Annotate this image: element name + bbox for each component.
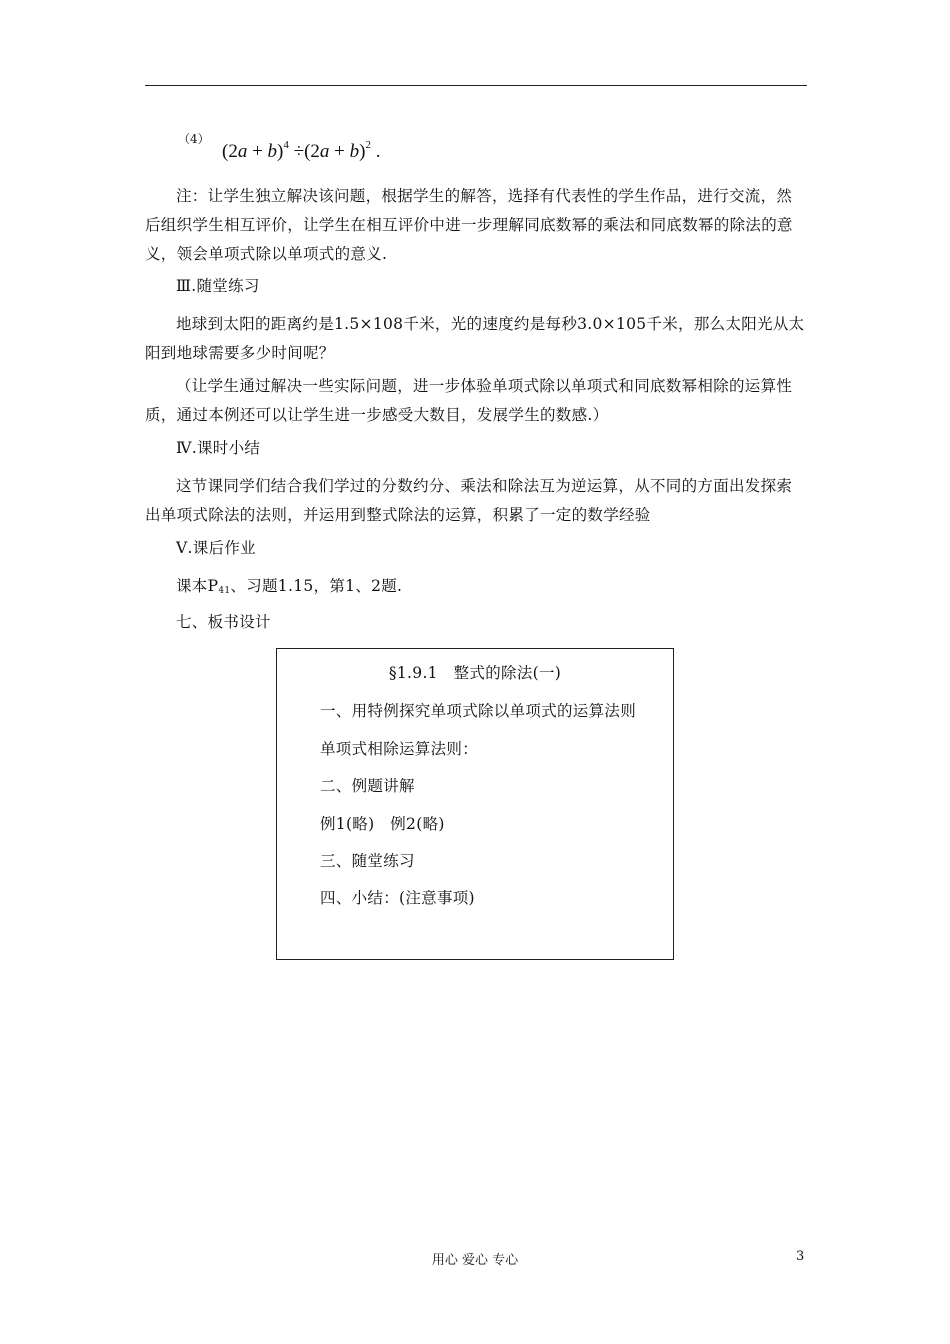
board-title: §1.9.1 整式的除法(一) [388,664,562,682]
board-line: 二、例题讲解 [320,777,415,795]
formula-var-b: b [349,141,360,162]
board-line: 单项式相除运算法则： [320,740,479,758]
formula-plus: + [329,141,350,162]
formula-exponent: 4 [283,139,289,151]
homework-page-subscript: 41 [218,586,231,596]
formula-var-a: a [319,141,330,162]
homework-paragraph [145,572,807,606]
homework-text: 、习题1.15，第1、2题. [230,577,403,595]
board-line: 三、随堂练习 [320,852,415,870]
formula-divide: ÷ [288,141,305,162]
formula-paren: (2 [222,141,238,162]
formula-exponent: 2 [365,139,371,151]
formula-var-b: b [267,141,278,162]
formula-number: （4） [178,132,210,146]
section-3-heading: Ⅲ.随堂练习 [176,277,260,295]
board-line: 一、用特例探究单项式除以单项式的运算法则 [320,702,637,720]
problem-paragraph: 地球到太阳的距离约是1.5×108千米，光的速度约是每秒3.0×105千米，那么太阳光从太阳到地球需要多少时间呢？ [145,315,805,362]
board-line: 四、小结：(注意事项) [320,889,475,907]
board-line: 例1(略) 例2(略) [320,815,445,833]
note-paragraph: 注：让学生独立解决该问题，根据学生的解答，选择有代表性的学生作品，进行交流，然后组织学生相互评价，让学生在相互评价中进一步理解同底数幂的乘法和同底数幂的除法的意义，领会单项式除以单项式的意义. [145,187,793,263]
formula-expression [222,139,380,163]
formula-end: . [370,141,381,162]
formula-paren: (2 [304,141,320,162]
summary-paragraph: 这节课同学们结合我们学过的分数约分、乘法和除法互为逆运算，从不同的方面出发探索出单项式除法的法则，并运用到整式除法的运算，积累了一定的数学经验 [145,477,793,524]
section-4-heading: Ⅳ.课时小结 [176,439,261,457]
formula-plus: + [247,141,268,162]
remark-paragraph: （让学生通过解决一些实际问题，进一步体验单项式除以单项式和同底数幂相除的运算性质，通过本例还可以让学生进一步感受大数目，发展学生的数感.） [145,377,793,424]
page-number: 3 [796,1249,805,1264]
formula-var-a: a [237,141,248,162]
section-5-heading: Ⅴ.课后作业 [176,539,256,557]
section-7-heading: 七、板书设计 [176,613,271,631]
board-design-box [276,648,674,960]
homework-text: 课本P [176,577,219,595]
formula-4 [178,130,578,170]
footer-text: 用心 爱心 专心 [431,1253,519,1268]
formula-paren: ) [359,141,366,162]
header-rule [145,85,807,86]
formula-paren: ) [277,141,284,162]
